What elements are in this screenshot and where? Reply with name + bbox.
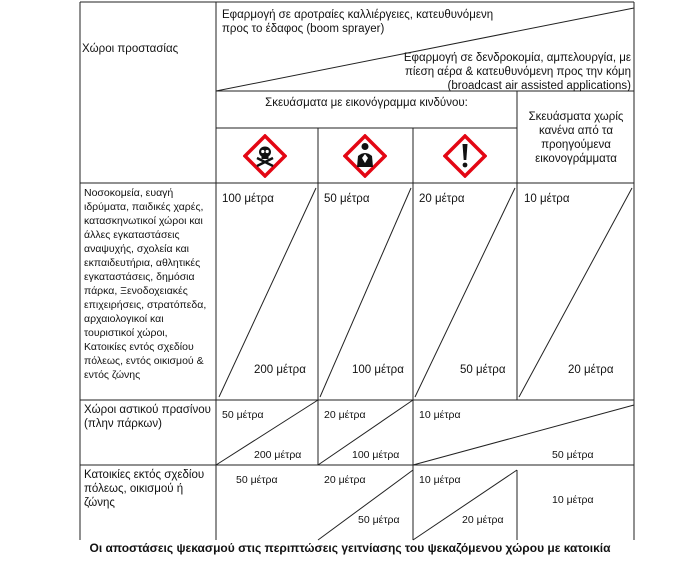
row2-broadcast-skull: 200 μέτρα bbox=[254, 449, 302, 461]
row1-broadcast-skull: 200 μέτρα bbox=[254, 364, 306, 376]
boom-sprayer-header: Εφαρμογή σε αροτραίες καλλιέργειες, κατευθυνόμενη προς το έδαφος (boom sprayer) bbox=[222, 9, 494, 35]
exclamation-icon bbox=[443, 134, 487, 178]
hazard-pictogram-header: Σκευάσματα με εικονόγραμμα κινδύνου: bbox=[265, 97, 468, 109]
no-pictogram-header: Σκευάσματα χωρίς κανένα από τα προηγούμενα εικονογράμματα bbox=[528, 111, 624, 165]
row1-boom-none: 10 μέτρα bbox=[524, 193, 570, 205]
row3-boom-skull: 50 μέτρα bbox=[236, 474, 278, 486]
table-caption: Οι αποστάσεις ψεκασμού στις περιπτώσεις γειτνίασης του ψεκαζόμενου χώρου με κατοικία bbox=[89, 541, 611, 555]
health-hazard-icon bbox=[343, 134, 387, 178]
row1-boom-skull: 100 μέτρα bbox=[222, 193, 274, 205]
row2-broadcast-rest: 50 μέτρα bbox=[552, 449, 594, 461]
broadcast-header: Εφαρμογή σε δενδροκομία, αμπελουργία, με πίεση αέρα & κατευθυνόμενη προς την κόμη (broadcast air assisted applications) bbox=[403, 52, 631, 92]
row3-broadcast-exclamation: 20 μέτρα bbox=[462, 514, 504, 526]
row2-broadcast-health: 100 μέτρα bbox=[352, 449, 400, 461]
row-label-urban-green: Χώροι αστικού πρασίνου (πλην πάρκων) bbox=[84, 404, 211, 430]
row2-boom-health: 20 μέτρα bbox=[324, 409, 366, 421]
row3-boom-exclamation: 10 μέτρα bbox=[419, 474, 461, 486]
row1-boom-health: 50 μέτρα bbox=[324, 193, 370, 205]
row3-boom-health: 20 μέτρα bbox=[324, 474, 366, 486]
row-label-sensitive-areas: Νοσοκομεία, ευαγή ιδρύματα, παιδικές χαρές, κατασκηνωτικοί χώροι και άλλες εγκαταστάσεις αναψυχής, σχολεία και εκπαιδευτήρια, αθλητικές εγκαταστάσεις, δημόσια πάρκα, Ξενοδοχειακές επιχειρήσεις, στρατόπεδα, αρχαιολογικοί και τουριστικοί χώροι, Κατοικίες εντός σχεδίου πόλεως, εντός οικισμού & εντός ζώνης bbox=[84, 187, 207, 381]
protection-areas-label: Χώροι προστασίας bbox=[82, 43, 179, 55]
row3-broadcast-health: 50 μέτρα bbox=[358, 514, 400, 526]
row1-broadcast-none: 20 μέτρα bbox=[568, 364, 614, 376]
skull-crossbones-icon bbox=[243, 134, 287, 178]
row1-broadcast-health: 100 μέτρα bbox=[352, 364, 404, 376]
row1-boom-exclamation: 20 μέτρα bbox=[419, 193, 465, 205]
row1-broadcast-exclamation: 50 μέτρα bbox=[460, 364, 506, 376]
row-label-outside-plan: Κατοικίες εκτός σχεδίου πόλεως, οικισμού ή ζώνης bbox=[84, 469, 205, 509]
row2-boom-rest: 10 μέτρα bbox=[419, 409, 461, 421]
row2-boom-skull: 50 μέτρα bbox=[222, 409, 264, 421]
row3-none: 10 μέτρα bbox=[552, 494, 594, 506]
